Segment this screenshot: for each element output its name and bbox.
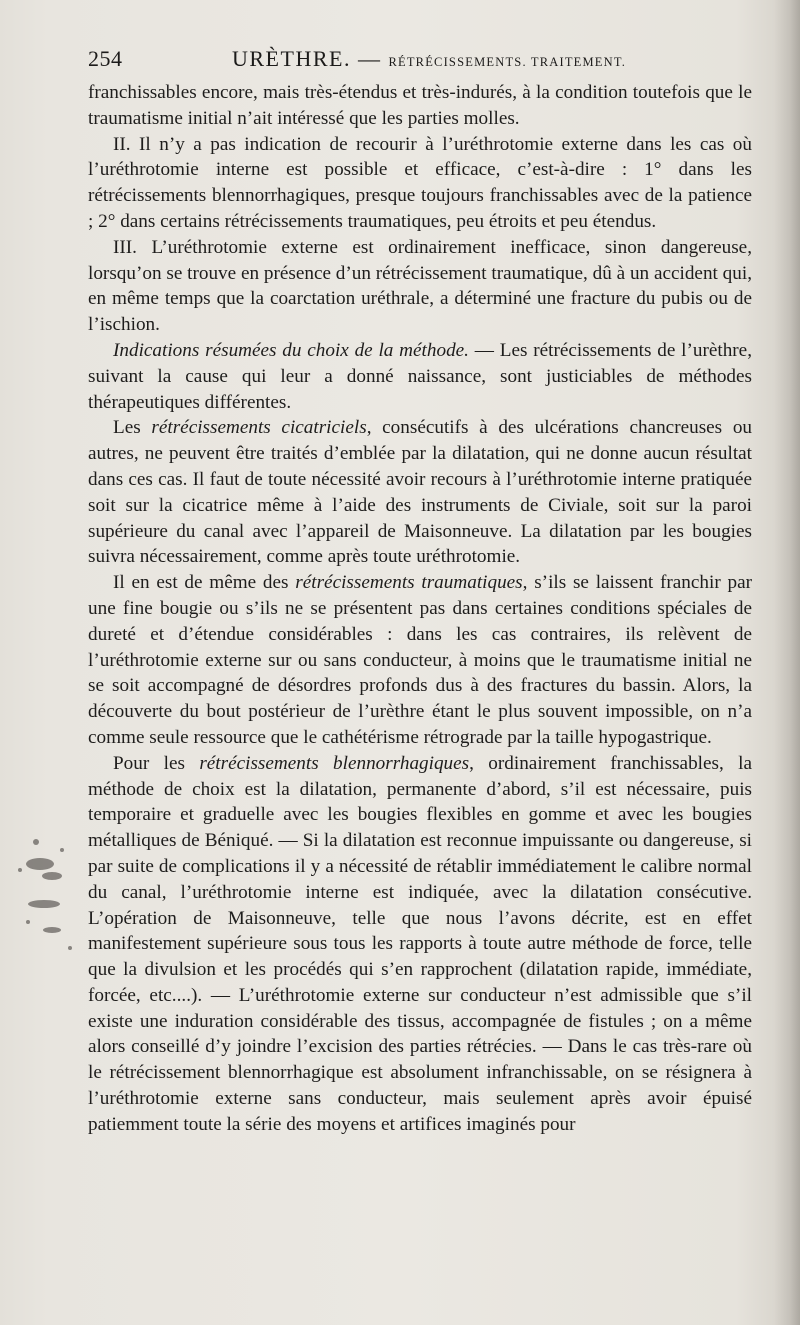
body-text [88, 80, 752, 1138]
running-title-main: URÈTHRE. [232, 46, 351, 71]
italic-term-traumatiques: rétrécissements traumatiques [295, 572, 523, 594]
paragraph-continuation: franchissables encore, mais très-étendus et très-indurés, à la condition toutefois que le traumatisme initial n’ait intéressé que les parties molles. [88, 82, 752, 129]
ink-blot-marks [0, 830, 86, 960]
italic-term-cicatriciels: rétrécissements cicatriciels [151, 417, 367, 439]
paragraph-blennorrhagiques: Pour les rétrécissements blennorrhagiques, ordinairement franchissables, la méthode de choix est la dilatation, permanente d’abord, s’il est nécessaire, puis temporaire et graduelle avec les bougies flexibles en gomme et avec les bougies métalliques de Béniqué. — Si la dilatation est reconnue impuissante ou dangereuse, si par suite de complications il y a nécessité de rétablir immédiatement le calibre normal du canal, l’uréthrotomie interne est indiquée, avec la dilatation consécutive. L’opération de Maisonneuve, telle que nous l’avons décrite, est en effet manifestement supérieure sous tous les rapports à toute autre méthode de force, telle que la divulsion et les procédés qui s’en rapprochent (dilatation rapide, immédiate, forcée, etc....). — L’uréthrotomie externe sur conducteur n’est admissible que s’il existe une induration considérable des tissus, accompagnée de fistules ; on a même alors conseillé d’y joindre l’excision des parties rétrécies. — Dans le cas très-rare où le rétrécissement blennorrhagique est absolument infranchissable, on se résignera à l’uréthrotomie externe sans conducteur, mais seulement après avoir épuisé patiemment toute la série des moyens et artifices imaginés pour [88, 752, 753, 1135]
italic-term-blennorrhagiques: rétrécissements blennorrhagiques [199, 752, 470, 774]
page-number: 254 [88, 46, 123, 71]
paragraph-point-ii: II. Il n’y a pas indication de recourir à l’uréthrotomie externe dans les cas où l’uréthrotomie interne est possible et efficace, c’est-à-dire : 1° dans les rétrécissements blennorrhagiques, presque toujours franchissables avec de la patience ; 2° dans certains rétrécissements traumatiques, peu étroits et peu étendus. [88, 133, 752, 232]
running-title-subtitle: RÉTRÉCISSEMENTS. TRAITEMENT. [388, 55, 627, 69]
page-edge-shadow [774, 0, 800, 1325]
running-title-separator: — [350, 46, 389, 71]
paragraph-traumatiques: Il en est de même des rétrécissements traumatiques, s’ils se laissent franchir par une fine bougie ou s’ils ne se présentent pas dans certaines conditions spéciales de dureté et d’étendue considérables : dans les cas contraires, ils relèvent de l’uréthrotomie externe sur ou sans conducteur, à moins que le traumatisme initial ne se soit accompagné de désordres profonds dus à des fractures du bassin. Alors, la découverte du bout postérieur de l’urèthre étant le plus souvent impossible, on n’a comme seule ressource que le cathétérisme rétrograde par la taille hypogastrique. [88, 572, 752, 748]
running-head [88, 44, 752, 74]
paragraph-cicatriciels: Les rétrécissements cicatriciels, consécutifs à des ulcérations chancreuses ou autres, ne peuvent être traités d’emblée par la dilatation, qui ne donne aucun résultat dans ces cas. Il faut de toute nécessité avoir recours à l’uréthrotomie interne pratiquée soit sur la cicatrice même à l’aide des instruments de Civiale, soit sur la paroi supérieure du canal avec l’appareil de Maisonneuve. La dilatation par les bougies suivra nécessairement, comme après toute uréthrotomie. [88, 417, 753, 568]
paragraph-point-iii: III. L’uréthrotomie externe est ordinairement inefficace, sinon dangereuse, lorsqu’on se trouve en présence d’un rétrécissement traumatique, dû à un accident qui, en même temps que la coarctation uréthrale, a déterminé une fracture du pubis ou de l’ischion. [88, 236, 752, 336]
section-heading-italic: Indications résumées du choix de la méthode. [113, 339, 469, 361]
running-title [232, 46, 626, 72]
paragraph-indications: Indications résumées du choix de la méthode. — Les rétrécissements de l’urèthre, suivant la cause qui leur a donné naissance, sont justiciables de méthodes thérapeutiques différentes. [88, 339, 752, 413]
